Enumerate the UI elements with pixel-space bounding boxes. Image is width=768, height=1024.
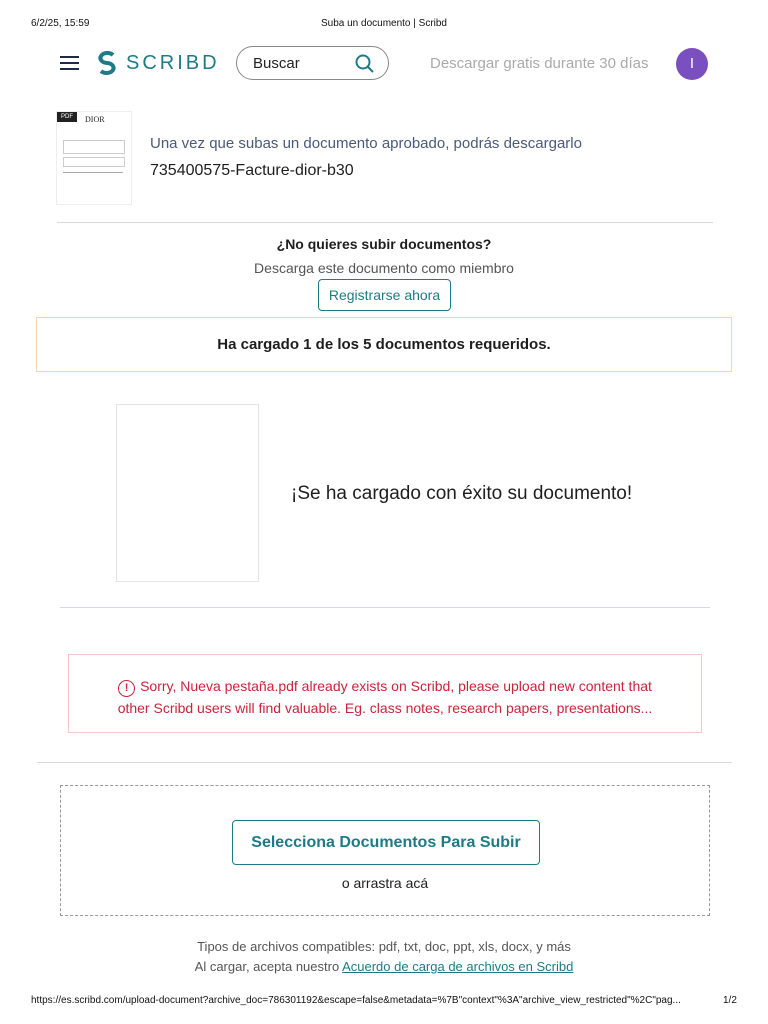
download-free-link[interactable]: Descargar gratis durante 30 días [430, 55, 649, 72]
scribd-logo-icon [96, 50, 118, 76]
print-url: https://es.scribd.com/upload-document?archive_doc=786301192&escape=false&metadata=%7B"context"%3A"archive_view_restricted"%2C"pag... [31, 995, 681, 1006]
member-question: ¿No quieres subir documentos? [276, 236, 492, 252]
uploaded-document-preview [116, 404, 259, 582]
search-placeholder: Buscar [253, 55, 300, 72]
divider [57, 222, 713, 223]
upload-progress-banner: Ha cargado 1 de los 5 documentos requeridos. [36, 317, 732, 372]
drop-zone[interactable] [60, 785, 710, 916]
agreement-link[interactable]: Acuerdo de carga de archivos en Scribd [342, 959, 574, 974]
print-title: Suba un documento | Scribd [320, 18, 447, 29]
divider [37, 762, 732, 763]
alert-icon: ! [118, 680, 135, 697]
search-input[interactable] [236, 46, 389, 80]
search-icon[interactable] [355, 54, 375, 74]
document-thumbnail [56, 111, 132, 205]
agreement-prefix: Al cargar, acepta nuestro [194, 959, 340, 974]
error-line-1: Sorry, Nueva pestaña.pdf already exists on Scribd, please upload new content that [140, 678, 652, 694]
drag-hint: o arrastra acá [341, 875, 429, 891]
pdf-badge: PDF [57, 112, 77, 122]
select-documents-button[interactable]: Selecciona Documentos Para Subir [232, 820, 540, 865]
upload-agreement [0, 959, 768, 974]
member-subtitle: Descarga este documento como miembro [254, 260, 514, 276]
success-message: ¡Se ha cargado con éxito su documento! [291, 483, 633, 504]
document-filename: 735400575-Facture-dior-b30 [150, 162, 354, 179]
file-types: Tipos de archivos compatibles: pdf, txt, doc, ppt, xls, docx, y más [197, 939, 571, 954]
logo-text: SCRIBD [126, 51, 220, 74]
brand-text: DIOR [85, 115, 105, 124]
download-notice: Una vez que subas un documento aprobado, podrás descargarlo [150, 135, 582, 152]
divider [60, 607, 710, 608]
error-message [68, 654, 702, 733]
menu-icon[interactable] [60, 56, 79, 70]
avatar[interactable]: I [676, 48, 708, 80]
scribd-logo[interactable] [96, 50, 220, 76]
register-button[interactable]: Registrarse ahora [318, 279, 451, 311]
print-datetime: 6/2/25, 15:59 [31, 18, 90, 29]
error-line-2: other Scribd users will find valuable. Eg. class notes, research papers, presentations... [117, 700, 653, 716]
print-page: 1/2 [723, 995, 737, 1006]
